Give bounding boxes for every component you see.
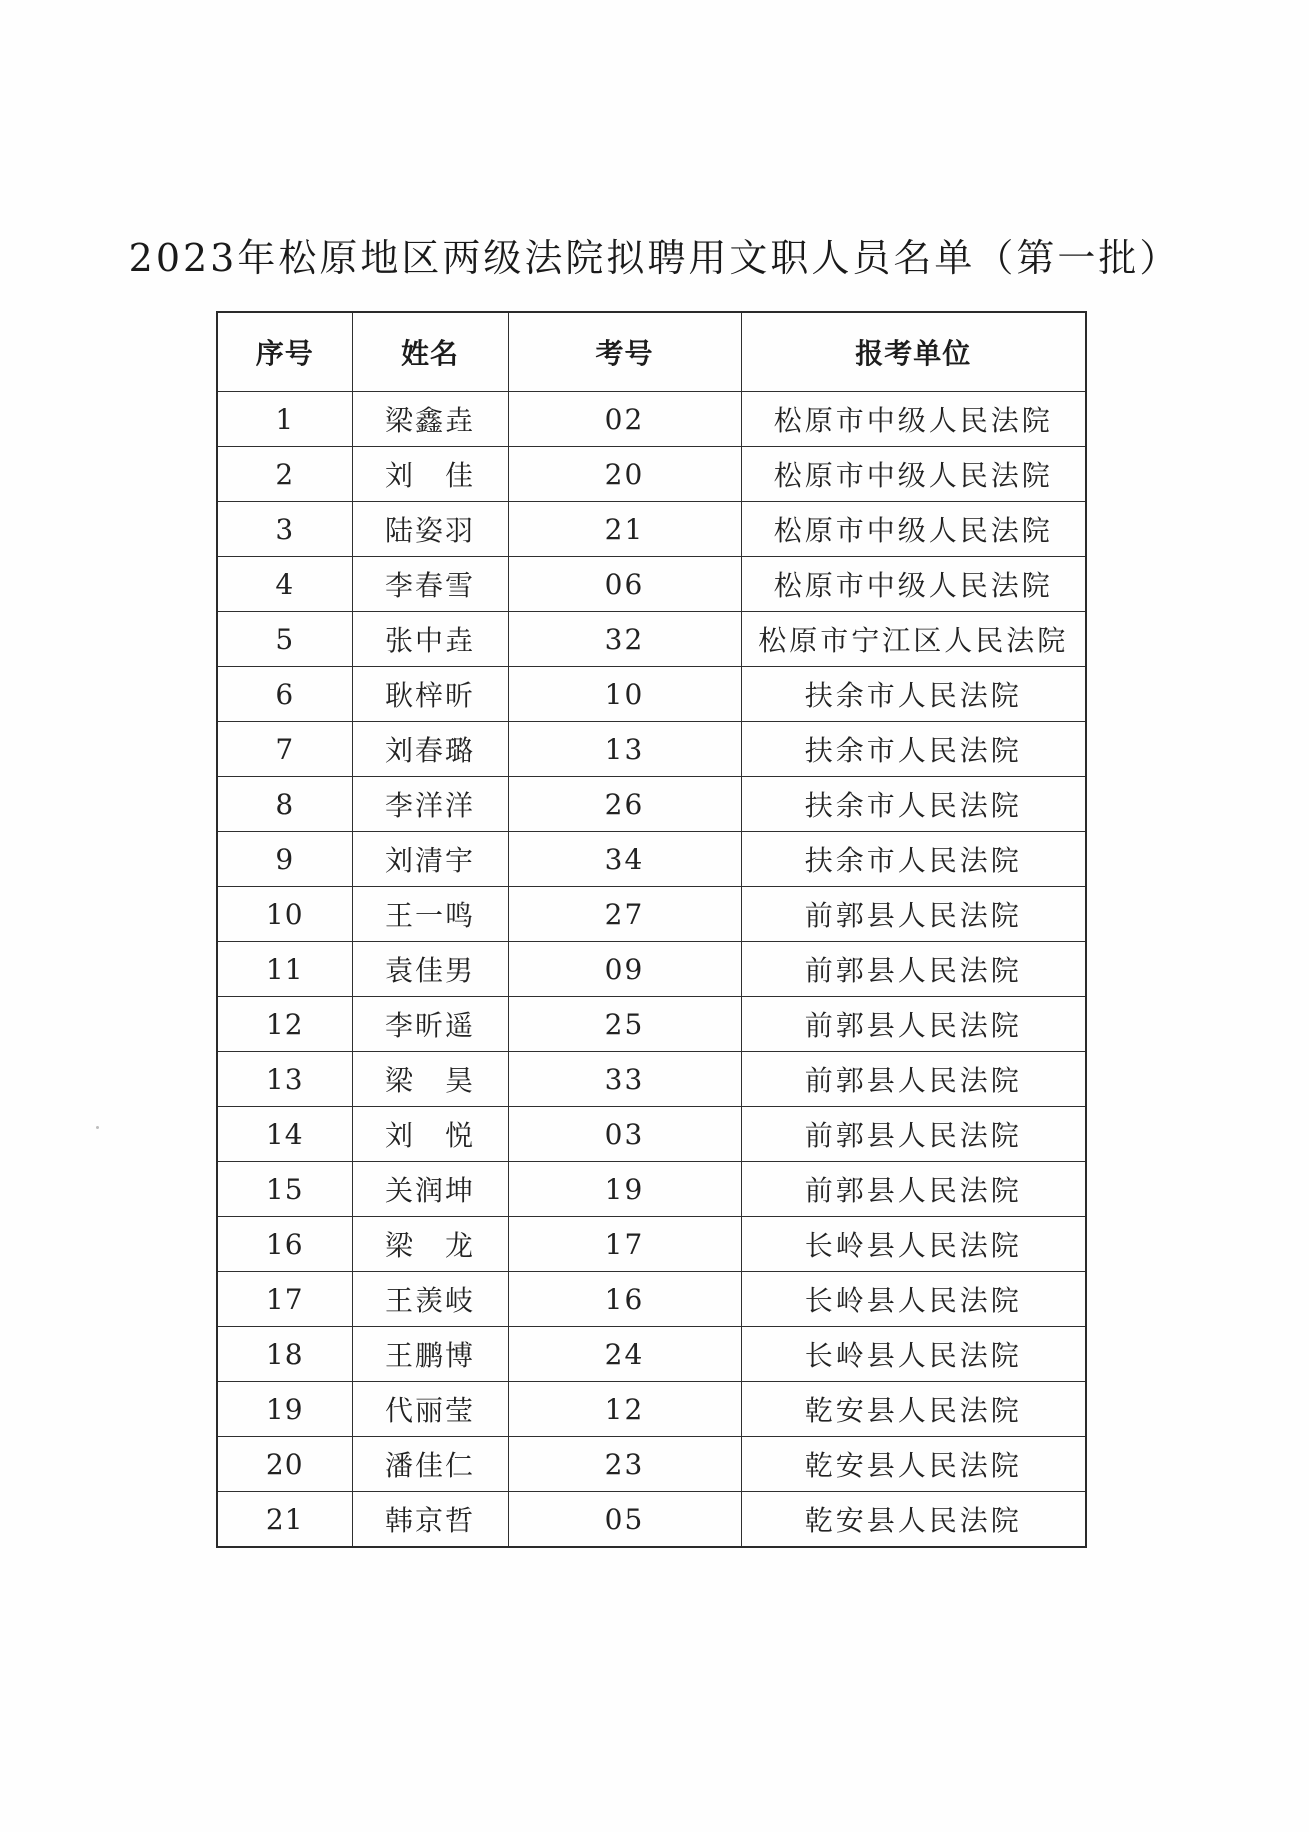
exam-number-cell: 13 xyxy=(508,722,741,777)
serial-cell: 13 xyxy=(217,1052,352,1107)
serial-cell: 11 xyxy=(217,942,352,997)
header-name: 姓名 xyxy=(352,312,508,392)
name-cell: 李洋洋 xyxy=(352,777,508,832)
serial-cell: 5 xyxy=(217,612,352,667)
table-row xyxy=(217,1327,1086,1382)
header-exam-number: 考号 xyxy=(508,312,741,392)
exam-number-cell: 20 xyxy=(508,447,741,502)
table-row xyxy=(217,612,1086,667)
name-cell: 陆姿羽 xyxy=(352,502,508,557)
exam-number-cell: 25 xyxy=(508,997,741,1052)
table-row xyxy=(217,502,1086,557)
name-cell: 刘清宇 xyxy=(352,832,508,887)
name-cell: 耿梓昕 xyxy=(352,667,508,722)
exam-number-cell: 19 xyxy=(508,1162,741,1217)
exam-number-cell: 05 xyxy=(508,1492,741,1548)
table-row xyxy=(217,392,1086,447)
unit-cell: 松原市中级人民法院 xyxy=(741,557,1086,612)
header-serial: 序号 xyxy=(217,312,352,392)
table-row xyxy=(217,1107,1086,1162)
name-cell: 王鹏博 xyxy=(352,1327,508,1382)
serial-cell: 16 xyxy=(217,1217,352,1272)
unit-cell: 前郭县人民法院 xyxy=(741,1162,1086,1217)
table-row xyxy=(217,722,1086,777)
name-cell: 代丽莹 xyxy=(352,1382,508,1437)
scan-speck xyxy=(96,1126,99,1129)
table-row xyxy=(217,1492,1086,1548)
exam-number-cell: 16 xyxy=(508,1272,741,1327)
name-cell: 关润坤 xyxy=(352,1162,508,1217)
serial-cell: 12 xyxy=(217,997,352,1052)
unit-cell: 松原市中级人民法院 xyxy=(741,447,1086,502)
exam-number-cell: 12 xyxy=(508,1382,741,1437)
table-body xyxy=(217,392,1086,1548)
serial-cell: 1 xyxy=(217,392,352,447)
name-cell: 袁佳男 xyxy=(352,942,508,997)
name-cell: 梁 龙 xyxy=(352,1217,508,1272)
roster-table xyxy=(216,311,1087,1548)
unit-cell: 长岭县人民法院 xyxy=(741,1272,1086,1327)
serial-cell: 7 xyxy=(217,722,352,777)
unit-cell: 前郭县人民法院 xyxy=(741,887,1086,942)
name-cell: 刘 佳 xyxy=(352,447,508,502)
unit-cell: 长岭县人民法院 xyxy=(741,1217,1086,1272)
serial-cell: 4 xyxy=(217,557,352,612)
unit-cell: 前郭县人民法院 xyxy=(741,942,1086,997)
serial-cell: 10 xyxy=(217,887,352,942)
exam-number-cell: 03 xyxy=(508,1107,741,1162)
table-row xyxy=(217,1217,1086,1272)
unit-cell: 扶余市人民法院 xyxy=(741,667,1086,722)
unit-cell: 松原市中级人民法院 xyxy=(741,392,1086,447)
exam-number-cell: 02 xyxy=(508,392,741,447)
serial-cell: 6 xyxy=(217,667,352,722)
unit-cell: 前郭县人民法院 xyxy=(741,1107,1086,1162)
table-row xyxy=(217,1382,1086,1437)
exam-number-cell: 27 xyxy=(508,887,741,942)
table-row xyxy=(217,887,1086,942)
serial-cell: 17 xyxy=(217,1272,352,1327)
exam-number-cell: 24 xyxy=(508,1327,741,1382)
serial-cell: 3 xyxy=(217,502,352,557)
exam-number-cell: 32 xyxy=(508,612,741,667)
serial-cell: 20 xyxy=(217,1437,352,1492)
exam-number-cell: 33 xyxy=(508,1052,741,1107)
unit-cell: 乾安县人民法院 xyxy=(741,1382,1086,1437)
table-row xyxy=(217,997,1086,1052)
unit-cell: 前郭县人民法院 xyxy=(741,997,1086,1052)
unit-cell: 扶余市人民法院 xyxy=(741,722,1086,777)
header-row xyxy=(217,312,1086,392)
table-row xyxy=(217,1052,1086,1107)
exam-number-cell: 34 xyxy=(508,832,741,887)
table-row xyxy=(217,1272,1086,1327)
table-row xyxy=(217,1437,1086,1492)
unit-cell: 松原市中级人民法院 xyxy=(741,502,1086,557)
name-cell: 韩京哲 xyxy=(352,1492,508,1548)
name-cell: 李昕遥 xyxy=(352,997,508,1052)
table-row xyxy=(217,447,1086,502)
unit-cell: 扶余市人民法院 xyxy=(741,777,1086,832)
serial-cell: 21 xyxy=(217,1492,352,1548)
exam-number-cell: 09 xyxy=(508,942,741,997)
exam-number-cell: 26 xyxy=(508,777,741,832)
exam-number-cell: 23 xyxy=(508,1437,741,1492)
unit-cell: 松原市宁江区人民法院 xyxy=(741,612,1086,667)
unit-cell: 扶余市人民法院 xyxy=(741,832,1086,887)
exam-number-cell: 10 xyxy=(508,667,741,722)
unit-cell: 乾安县人民法院 xyxy=(741,1437,1086,1492)
name-cell: 潘佳仁 xyxy=(352,1437,508,1492)
name-cell: 张中垚 xyxy=(352,612,508,667)
name-cell: 李春雪 xyxy=(352,557,508,612)
name-cell: 王一鸣 xyxy=(352,887,508,942)
table-row xyxy=(217,942,1086,997)
table-row xyxy=(217,667,1086,722)
exam-number-cell: 17 xyxy=(508,1217,741,1272)
name-cell: 王羡岐 xyxy=(352,1272,508,1327)
table-row xyxy=(217,777,1086,832)
unit-cell: 长岭县人民法院 xyxy=(741,1327,1086,1382)
name-cell: 刘 悦 xyxy=(352,1107,508,1162)
serial-cell: 15 xyxy=(217,1162,352,1217)
header-unit: 报考单位 xyxy=(741,312,1086,392)
name-cell: 梁 昊 xyxy=(352,1052,508,1107)
name-cell: 刘春璐 xyxy=(352,722,508,777)
serial-cell: 14 xyxy=(217,1107,352,1162)
table-row xyxy=(217,1162,1086,1217)
serial-cell: 18 xyxy=(217,1327,352,1382)
serial-cell: 2 xyxy=(217,447,352,502)
serial-cell: 19 xyxy=(217,1382,352,1437)
table-row xyxy=(217,557,1086,612)
table-row xyxy=(217,832,1086,887)
exam-number-cell: 06 xyxy=(508,557,741,612)
page-title: 2023年松原地区两级法院拟聘用文职人员名单（第一批） xyxy=(128,236,1181,280)
serial-cell: 8 xyxy=(217,777,352,832)
exam-number-cell: 21 xyxy=(508,502,741,557)
unit-cell: 前郭县人民法院 xyxy=(741,1052,1086,1107)
name-cell: 梁鑫垚 xyxy=(352,392,508,447)
unit-cell: 乾安县人民法院 xyxy=(741,1492,1086,1548)
serial-cell: 9 xyxy=(217,832,352,887)
